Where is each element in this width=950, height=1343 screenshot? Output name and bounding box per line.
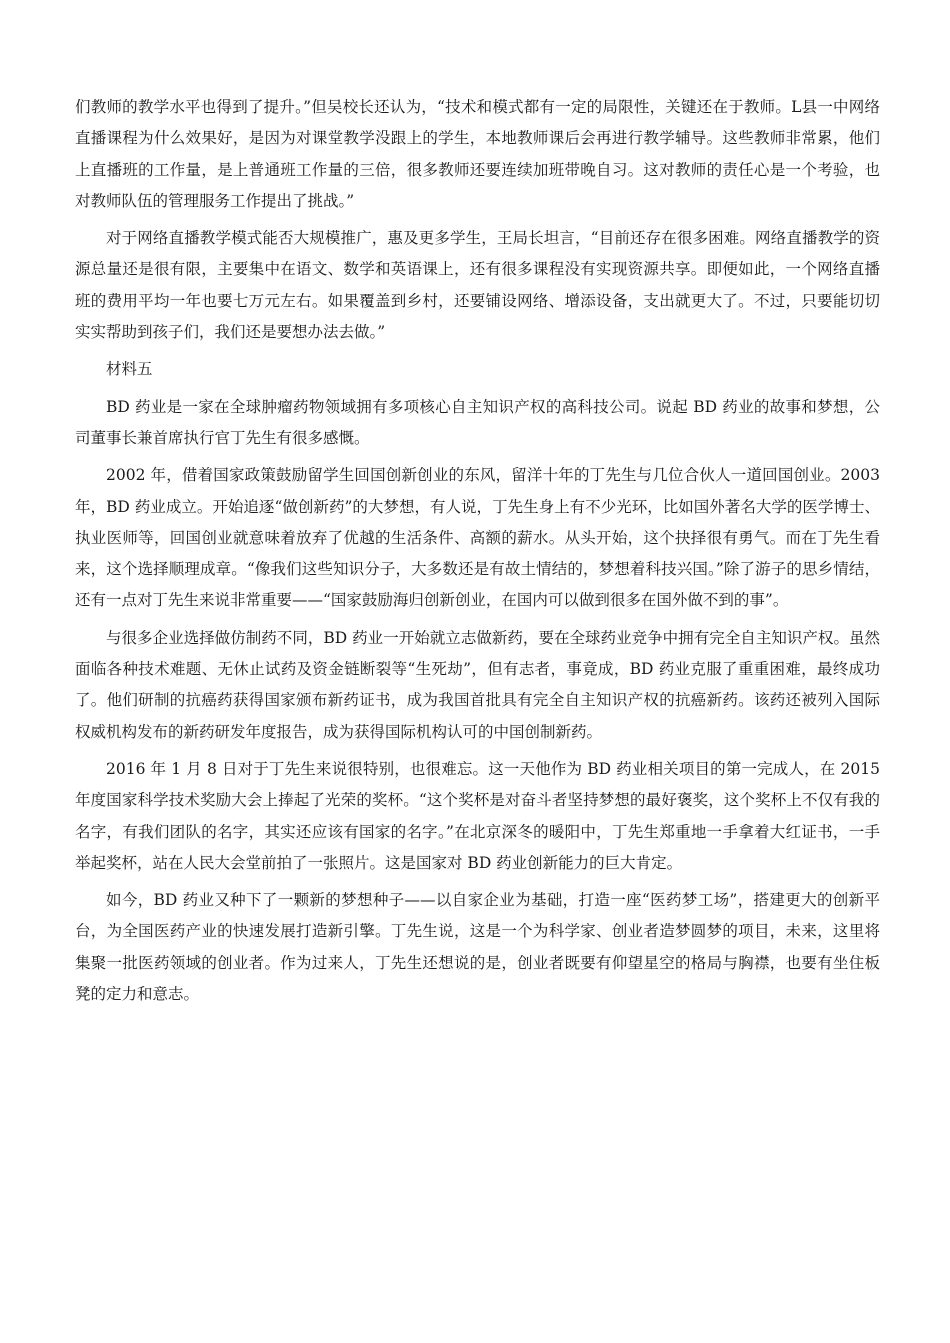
paragraph-new-drug-success: 与很多企业选择做仿制药不同，BD 药业一开始就立志做新药，要在全球药业竞争中拥有完全自主知识产权。虽然面临各种技术难题、无休止试药及资金链断裂等“生死劫”，但有志者，事竟成，BD 药业克服了重重困难，最终成功了。他们研制的抗癌药获得国家颁布新药证书，成为我国首批具有完全自主知识产权的抗癌新药。该药还被列入国际权威机构发布的新药研发年度报告，成为获得国际机构认可的中国创制新药。 [75, 628, 880, 741]
paragraph-award-2016: 2016 年 1 月 8 日对于丁先生来说很特别，也很难忘。这一天他作为 BD 药业相关项目的第一完成人，在 2015年度国家科学技术奖励大会上捧起了光荣的奖杯。“这个奖杯是对奋斗者坚持梦想的最好褒奖，这个奖杯上不仅有我的名字，有我们团队的名字，其实还应该有国家的名字。”在北京深冬的暖阳中，丁先生郑重地一手拿着大红证书，一手举起奖杯，站在人民大会堂前拍了一张照片。这是国家对 BD 药业创新能力的巨大肯定。 [75, 759, 880, 872]
paragraph-continuation: 们教师的教学水平也得到了提升。”但吴校长还认为，“技术和模式都有一定的局限性，关键还在于教师。L县一中网络直播课程为什么效果好，是因为对课堂教学没跟上的学生，本地教师课后会再进行教学辅导。这些教师非常累，他们上直播班的工作量，是上普通班工作量的三倍，很多教师还要连续加班带晚自习。这对教师的责任心是一个考验，也对教师队伍的管理服务工作提出了挑战。” [75, 98, 880, 210]
document-body [75, 92, 880, 1016]
paragraph-dream-factory: 如今，BD 药业又种下了一颗新的梦想种子——以自家企业为基础，打造一座“医药梦工场”，搭建更大的创新平台，为全国医药产业的快速发展打造新引擎。丁先生说，这是一个为科学家、创业者造梦圆梦的项目，未来，这里将集聚一批医药领域的创业者。作为过来人，丁先生还想说的是，创业者既要有仰望星空的格局与胸襟，也要有坐住板凳的定力和意志。 [75, 891, 880, 1004]
paragraph-livestream-promotion: 对于网络直播教学模式能否大规模推广，惠及更多学生，王局长坦言，“目前还存在很多困难。网络直播教学的资源总量还是很有限，主要集中在语文、数学和英语课上，还有很多课程没有实现资源共享。即便如此，一个网络直播班的费用平均一年也要七万元左右。如果覆盖到乡村，还要铺设网络、增添设备，支出就更大了。不过，只要能切切实实帮助到孩子们，我们还是要想办法去做。” [75, 229, 880, 342]
paragraph-founding-story: 2002 年，借着国家政策鼓励留学生回国创新创业的东风，留洋十年的丁先生与几位合伙人一道回国创业。2003 年，BD 药业成立。开始追逐“做创新药”的大梦想，有人说，丁先生身上有不少光环，比如国外著名大学的医学博士、执业医师等，回国创业就意味着放弃了优越的生活条件、高额的薪水。从头开始，这个抉择很有勇气。而在丁先生看来，这个选择顺理成章。“像我们这些知识分子，大多数还是有故土情结的，梦想着科技兴国。”除了游子的思乡情结，还有一点对丁先生来说非常重要——“国家鼓励海归创新创业，在国内可以做到很多在国外做不到的事”。 [75, 466, 880, 610]
section-heading-material-five: 材料五 [106, 360, 153, 379]
paragraph-company-intro: BD 药业是一家在全球肿瘤药物领域拥有多项核心自主知识产权的高科技公司。说起 BD 药业的故事和梦想，公司董事长兼首席执行官丁先生有很多感慨。 [75, 397, 880, 447]
